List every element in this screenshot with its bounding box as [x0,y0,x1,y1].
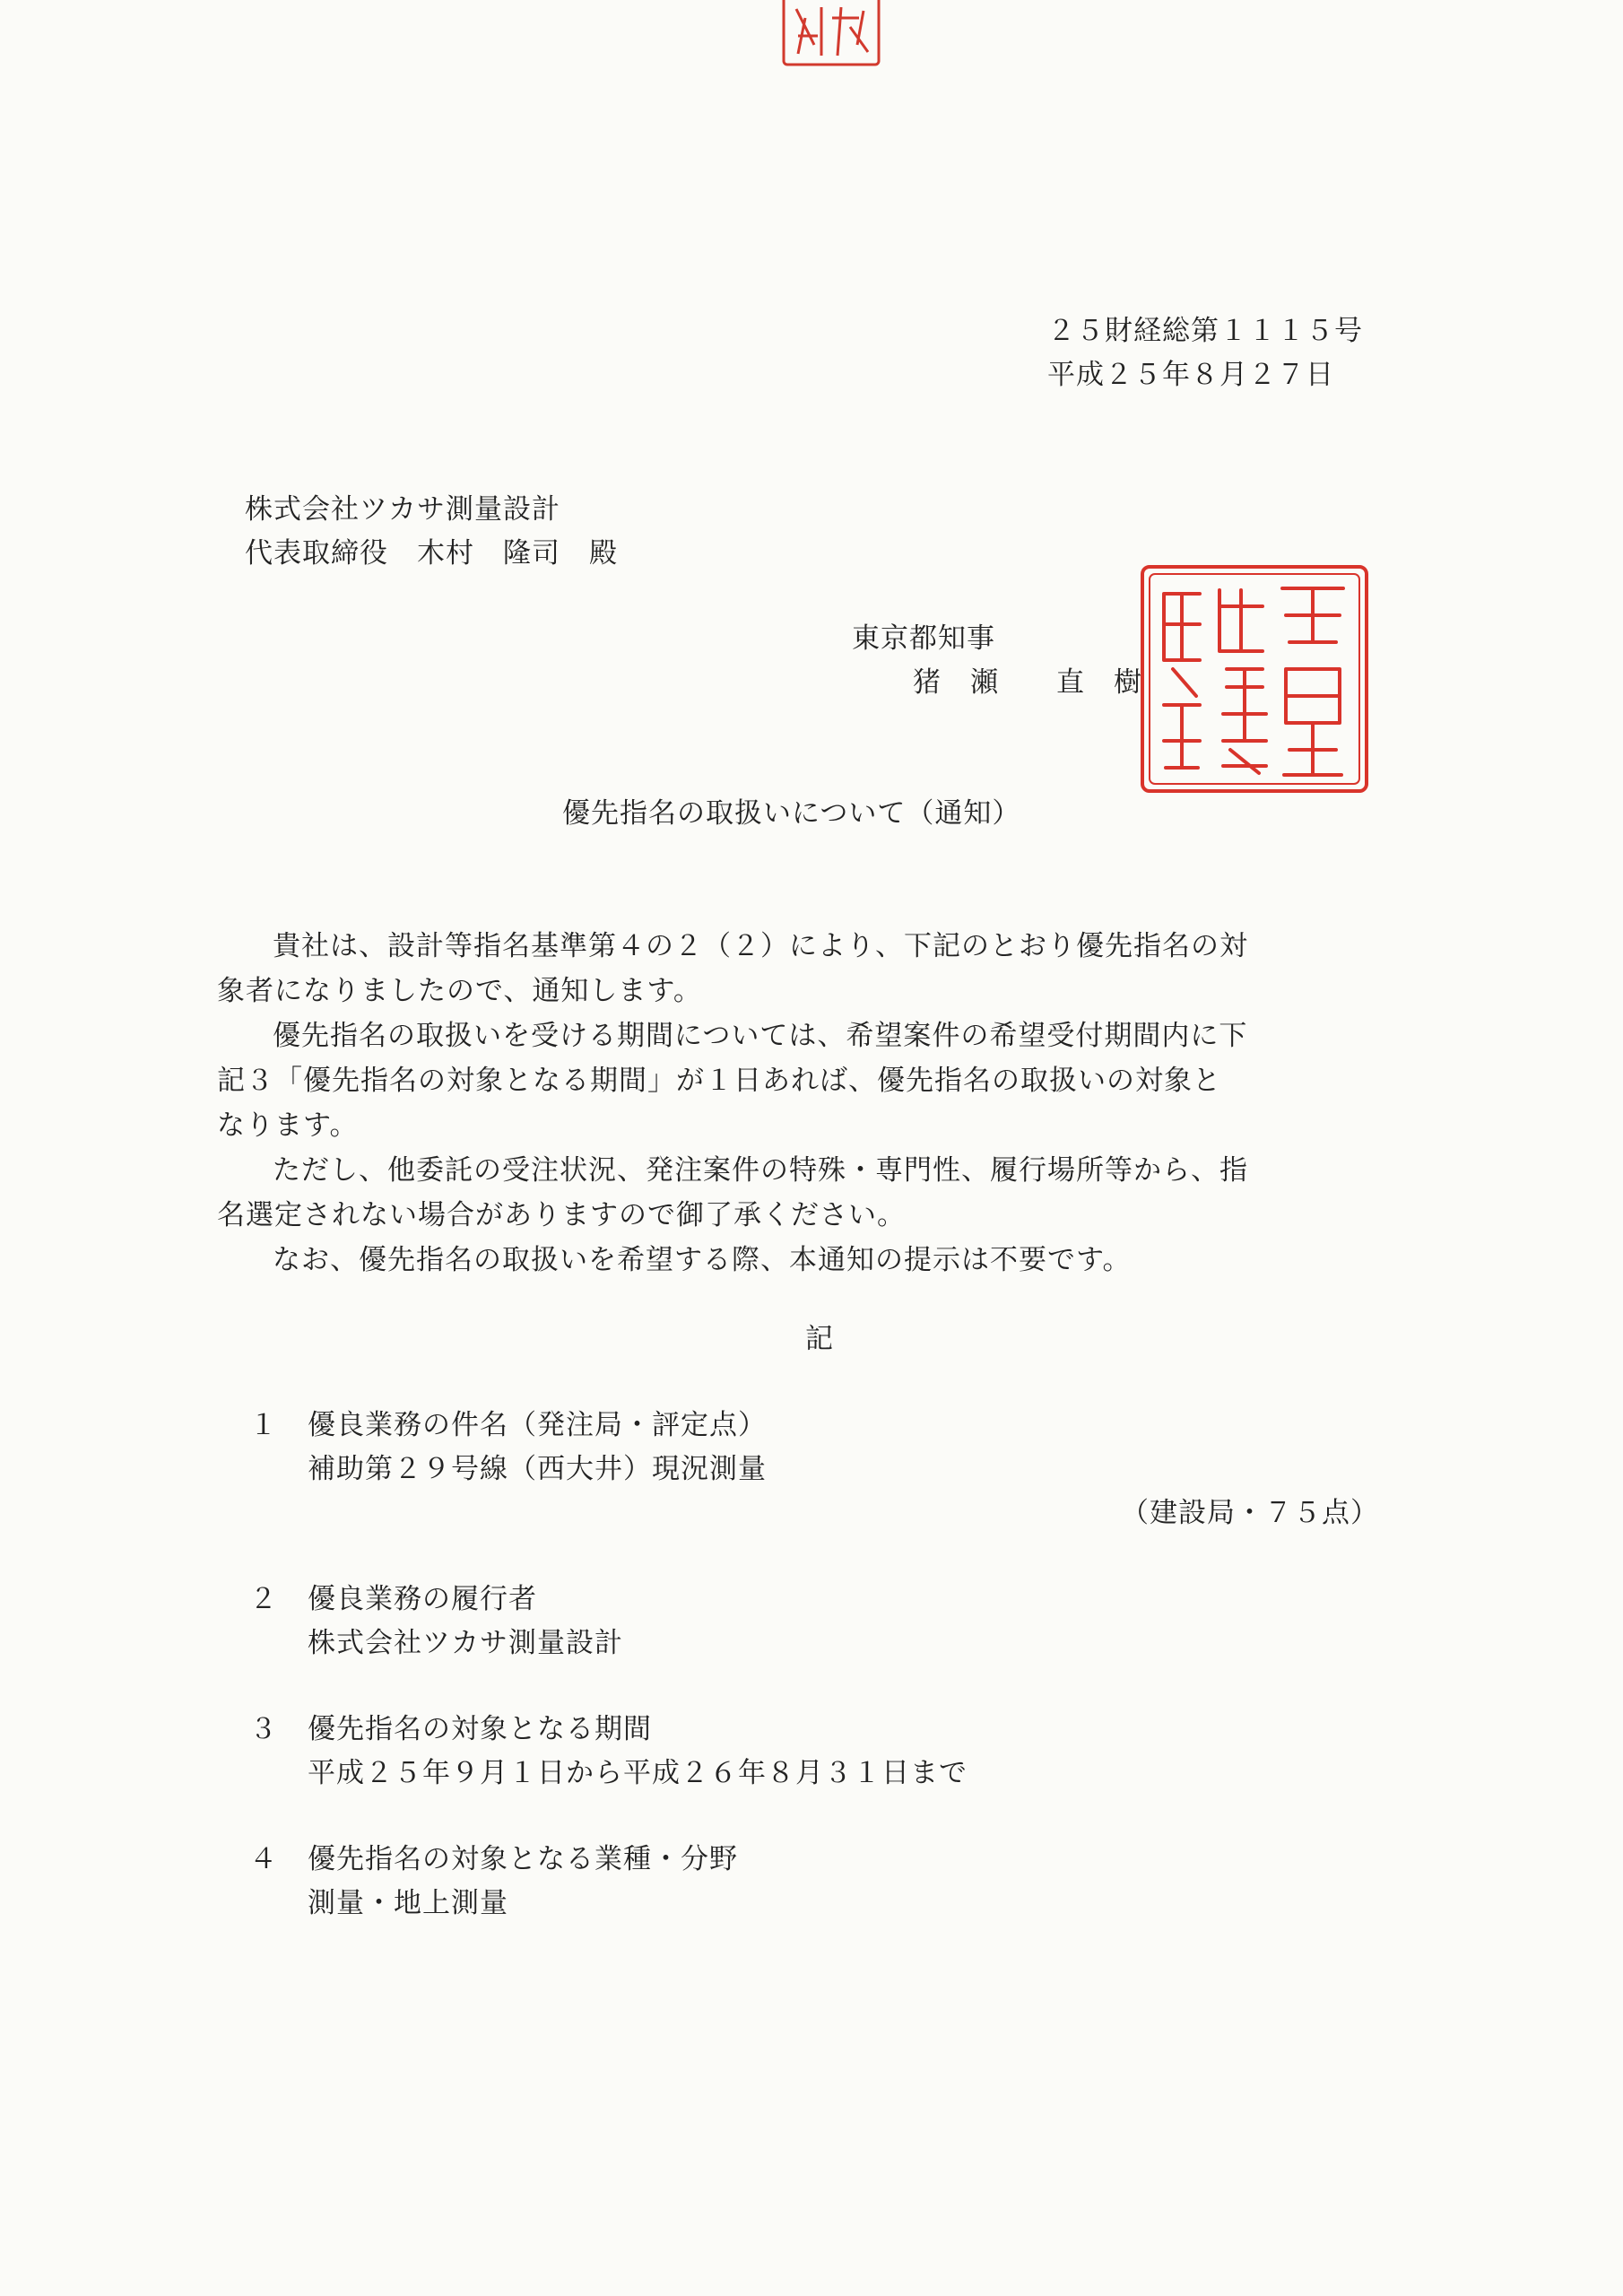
paragraph-2: 優先指名の取扱いを受ける期間については、希望案件の希望受付期間内に下 記３「優先指名の対象となる期間」が１日あれば、優先指名の取扱いの対象と なります。 [217,1020,1248,1142]
item-4-number: ４ [249,1843,278,1875]
top-seal-stamp [778,0,886,72]
item-3-number: ３ [249,1713,278,1745]
item-4-heading: 優先指名の対象となる業種・分野 [308,1843,738,1875]
item-2-number: ２ [249,1583,278,1615]
ki-heading: 記 [805,1323,834,1355]
item-2-heading: 優良業務の履行者 [308,1583,537,1615]
paragraph-3: ただし、他委託の受注状況、発注案件の特殊・専門性、履行場所等から、指 名選定されない場合がありますので御了承ください。 [217,1154,1248,1231]
item-1-heading: 優良業務の件名（発注局・評定点） [308,1409,767,1441]
governor-seal-stamp [1137,561,1372,796]
document-date: 平成２５年８月２７日 [1047,359,1334,391]
item-3-value: 平成２５年９月１日から平成２６年８月３１日まで [308,1757,968,1789]
item-2-value: 株式会社ツカサ測量設計 [308,1627,623,1659]
sender-name: 猪 瀬 直 樹 [913,666,1142,699]
paragraph-1: 貴社は、設計等指名基準第４の２（２）により、下記のとおり優先指名の対 象者になりましたので、通知します。 [217,930,1248,1007]
body-paragraphs [217,924,1388,1283]
recipient-company: 株式会社ツカサ測量設計 [245,493,560,526]
sender-title: 東京都知事 [852,622,995,655]
item-4-value: 測量・地上測量 [308,1887,508,1919]
subject-title: 優先指名の取扱いについて（通知） [562,797,1021,830]
item-3-heading: 優先指名の対象となる期間 [308,1713,652,1745]
paragraph-4: なお、優先指名の取扱いを希望する際、本通知の提示は不要です。 [273,1244,1132,1276]
item-1-number: １ [249,1409,278,1441]
recipient-representative: 代表取締役 木村 隆司 殿 [245,537,618,570]
item-1-value: 補助第２９号線（西大井）現況測量 [308,1453,767,1485]
document-number: ２５財経総第１１１５号 [1047,315,1363,347]
item-1-note: （建設局・７５点） [1121,1497,1379,1529]
